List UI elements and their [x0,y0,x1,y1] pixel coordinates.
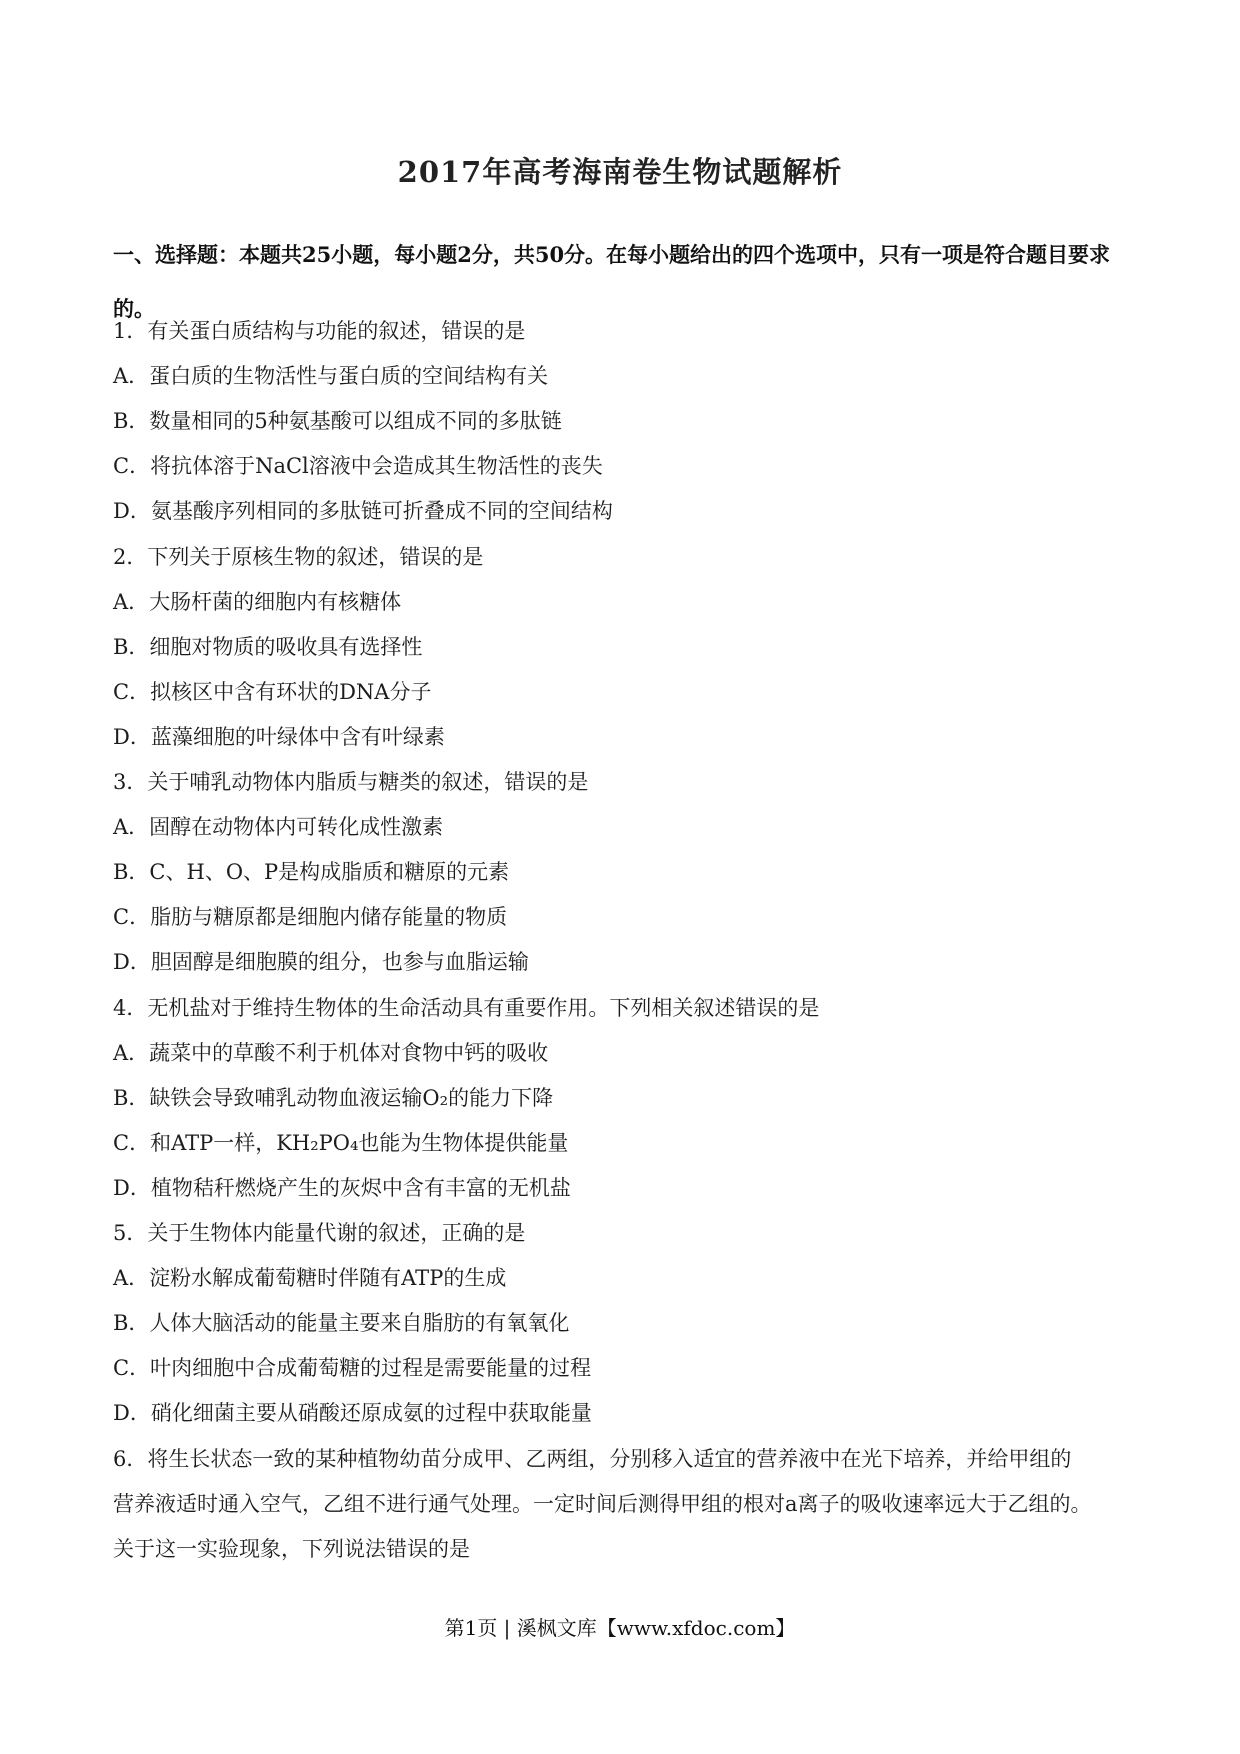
answer-option: C．将抗体溶于NaCl溶液中会造成其生物活性的丧失 [113,454,603,479]
question-stem-continuation: 关于这一实验现象，下列说法错误的是 [113,1536,470,1561]
question-stem-continuation: 营养液适时通入空气，乙组不进行通气处理。一定时间后测得甲组的根对a离子的吸收速率远大于乙组的。 [113,1491,1092,1516]
answer-option: A．淀粉水解成葡萄糖时伴随有ATP的生成 [113,1266,507,1291]
question-stem: 1．有关蛋白质结构与功能的叙述，错误的是 [113,319,526,343]
answer-option: C．拟核区中含有环状的DNA分子 [113,679,432,704]
answer-option: C．和ATP一样，KH₂PO₄也能为生物体提供能量 [113,1130,569,1155]
answer-option: B．缺铁会导致哺乳动物血液运输O₂的能力下降 [113,1085,554,1110]
answer-option: B．C、H、O、P是构成脂质和糖原的元素 [113,860,510,885]
section-heading: 一、选择题：本题共25小题，每小题2分，共50分。在每小题给出的四个选项中，只有一项是符合题目要求的。 [113,242,1111,321]
answer-option: A．蔬菜中的草酸不利于机体对食物中钙的吸收 [113,1040,549,1065]
answer-option: D．植物秸秆燃烧产生的灰烬中含有丰富的无机盐 [113,1175,571,1200]
answer-option: D．氨基酸序列相同的多肽链可折叠成不同的空间结构 [113,499,613,524]
answer-option: A．蛋白质的生物活性与蛋白质的空间结构有关 [113,364,549,389]
answer-option: B．人体大脑活动的能量主要来自脂肪的有氧氧化 [113,1311,570,1336]
answer-option: B．数量相同的5种氨基酸可以组成不同的多肽链 [113,409,562,434]
answer-option: B．细胞对物质的吸收具有选择性 [113,634,423,659]
answer-option: A．大肠杆菌的细胞内有核糖体 [113,589,402,614]
question-stem: 6．将生长状态一致的某种植物幼苗分成甲、乙两组，分别移入适宜的营养液中在光下培养，并给甲组的 [113,1446,1072,1471]
answer-option: D．蓝藻细胞的叶绿体中含有叶绿素 [113,724,445,749]
answer-option: A．固醇在动物体内可转化成性激素 [113,815,444,840]
page-footer: 第1页 | 溪枫文库【www.xfdoc.com】 [444,1616,796,1640]
question-stem: 3．关于哺乳动物体内脂质与糖类的叙述，错误的是 [113,770,589,794]
answer-option: C．叶肉细胞中合成葡萄糖的过程是需要能量的过程 [113,1356,592,1381]
answer-option: D．硝化细菌主要从硝酸还原成氨的过程中获取能量 [113,1401,592,1426]
answer-option: C．脂肪与糖原都是细胞内储存能量的物质 [113,905,508,930]
question-stem: 4．无机盐对于维持生物体的生命活动具有重要作用。下列相关叙述错误的是 [113,995,820,1020]
page-title: 2017年高考海南卷生物试题解析 [397,155,843,189]
answer-option: D．胆固醇是细胞膜的组分，也参与血脂运输 [113,950,529,975]
question-stem: 2．下列关于原核生物的叙述，错误的是 [113,544,484,569]
question-stem: 5．关于生物体内能量代谢的叙述，正确的是 [113,1221,526,1245]
